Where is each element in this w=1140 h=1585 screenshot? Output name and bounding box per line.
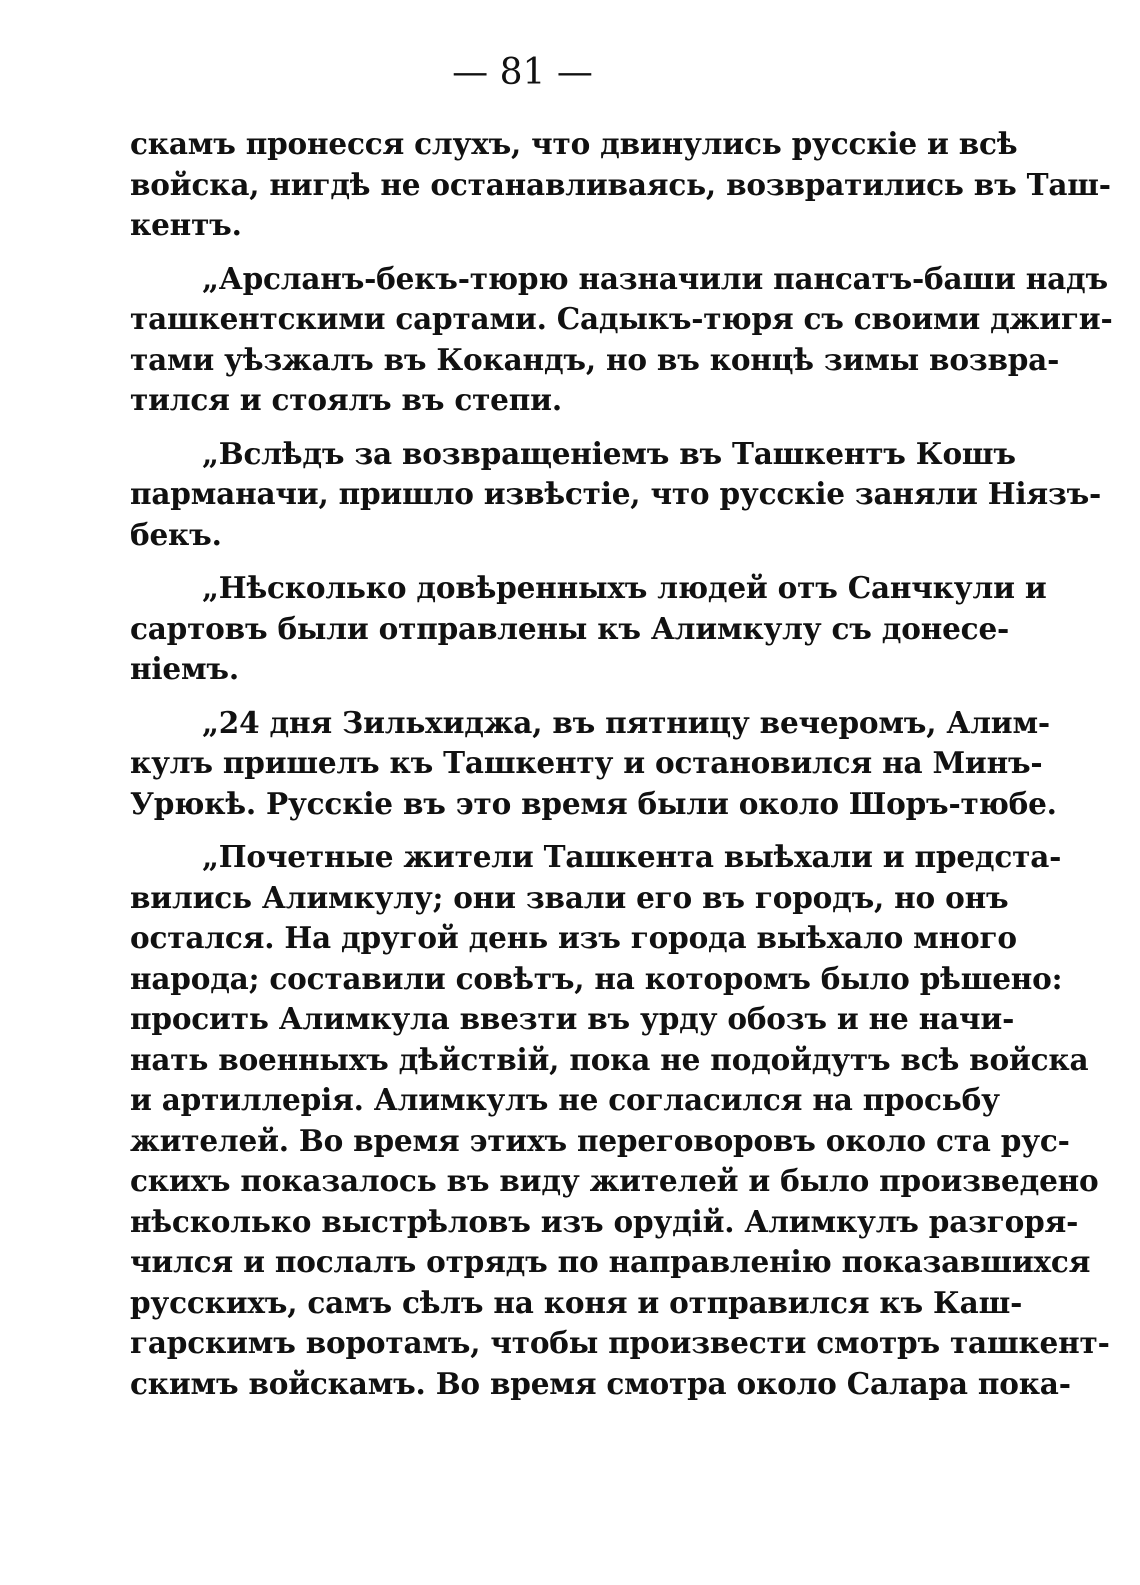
- text-line: скимъ войскамъ. Во время смотра около Салара пока-: [130, 1365, 1071, 1401]
- text-line: скамъ пронесся слухъ, что двинулись русскіе и всѣ: [130, 126, 1018, 161]
- text-line: сартовъ были отправлены къ Алимкулу съ донесе-: [130, 610, 1010, 646]
- text-line: и артиллерія. Алимкулъ не согласился на просьбу: [130, 1082, 1000, 1117]
- text-line: остался. На другой день изъ города выѣхало много: [130, 920, 1017, 955]
- text-line: скихъ показалось въ виду жителей и было произведено: [130, 1163, 1099, 1198]
- text-line: жителей. Во время этихъ переговоровъ около ста рус-: [130, 1122, 1070, 1158]
- text-line: вились Алимкулу; они звали его въ городъ, но онъ: [130, 879, 1009, 915]
- text-line: войска, нигдѣ не останавливаясь, возвратились въ Таш-: [130, 166, 1111, 202]
- text-line: бекъ.: [130, 516, 222, 552]
- paragraph: [130, 434, 1102, 556]
- paragraph: [130, 259, 1113, 421]
- text-line: кулъ пришелъ къ Ташкенту и остановился на Минъ-: [130, 745, 1043, 780]
- text-line: ніемъ.: [130, 651, 239, 686]
- text-line: просить Алимкула ввезти въ урду обозъ и не начи-: [130, 1001, 1015, 1036]
- text-line: „Нѣсколько довѣренныхъ людей отъ Санчкули и: [202, 570, 1047, 605]
- text-line: тился и стоялъ въ степи.: [130, 382, 562, 417]
- text-line: Урюкѣ. Русскіе въ это время были около Шоръ-тюбе.: [130, 785, 1057, 821]
- paragraph: [130, 568, 1047, 690]
- text-line: чился и послалъ отрядъ по направленію показавшихся: [130, 1244, 1091, 1279]
- text-line: „Почетные жители Ташкента выѣхали и предста-: [202, 839, 1062, 874]
- text-line: парманачи, пришло извѣстіе, что русскіе заняли Ніязъ-: [130, 476, 1102, 511]
- text-line: ташкентскими сартами. Садыкъ-тюря съ своими джиги-: [130, 301, 1113, 336]
- text-line: русскихъ, самъ сѣлъ на коня и отправился къ Каш-: [130, 1284, 1023, 1320]
- text-line: „Арсланъ-бекъ-тюрю назначили пансатъ-баши надъ: [202, 260, 1108, 296]
- text-line: нѣсколько выстрѣловъ изъ орудій. Алимкулъ разгоря-: [130, 1203, 1079, 1239]
- body-text: [130, 124, 1113, 1404]
- paragraph: [130, 703, 1057, 825]
- page-number: — 81 —: [452, 52, 593, 93]
- text-line: кентъ.: [130, 207, 242, 242]
- text-line: гарскимъ воротамъ, чтобы произвести смотръ ташкент-: [130, 1325, 1110, 1360]
- text-line: „24 дня Зильхиджа, въ пятницу вечеромъ, Алим-: [202, 704, 1050, 740]
- text-line: народа; составили совѣтъ, на которомъ было рѣшено:: [130, 960, 1063, 996]
- text-line: „Вслѣдъ за возвращеніемъ въ Ташкентъ Кошъ: [202, 435, 1016, 471]
- text-line: нать военныхъ дѣйствій, пока не подойдутъ всѣ войска: [130, 1041, 1089, 1077]
- text-line: тами уѣзжалъ въ Кокандъ, но въ концѣ зимы возвра-: [130, 341, 1060, 377]
- paragraph: [130, 837, 1110, 1404]
- paragraph: [130, 124, 1111, 246]
